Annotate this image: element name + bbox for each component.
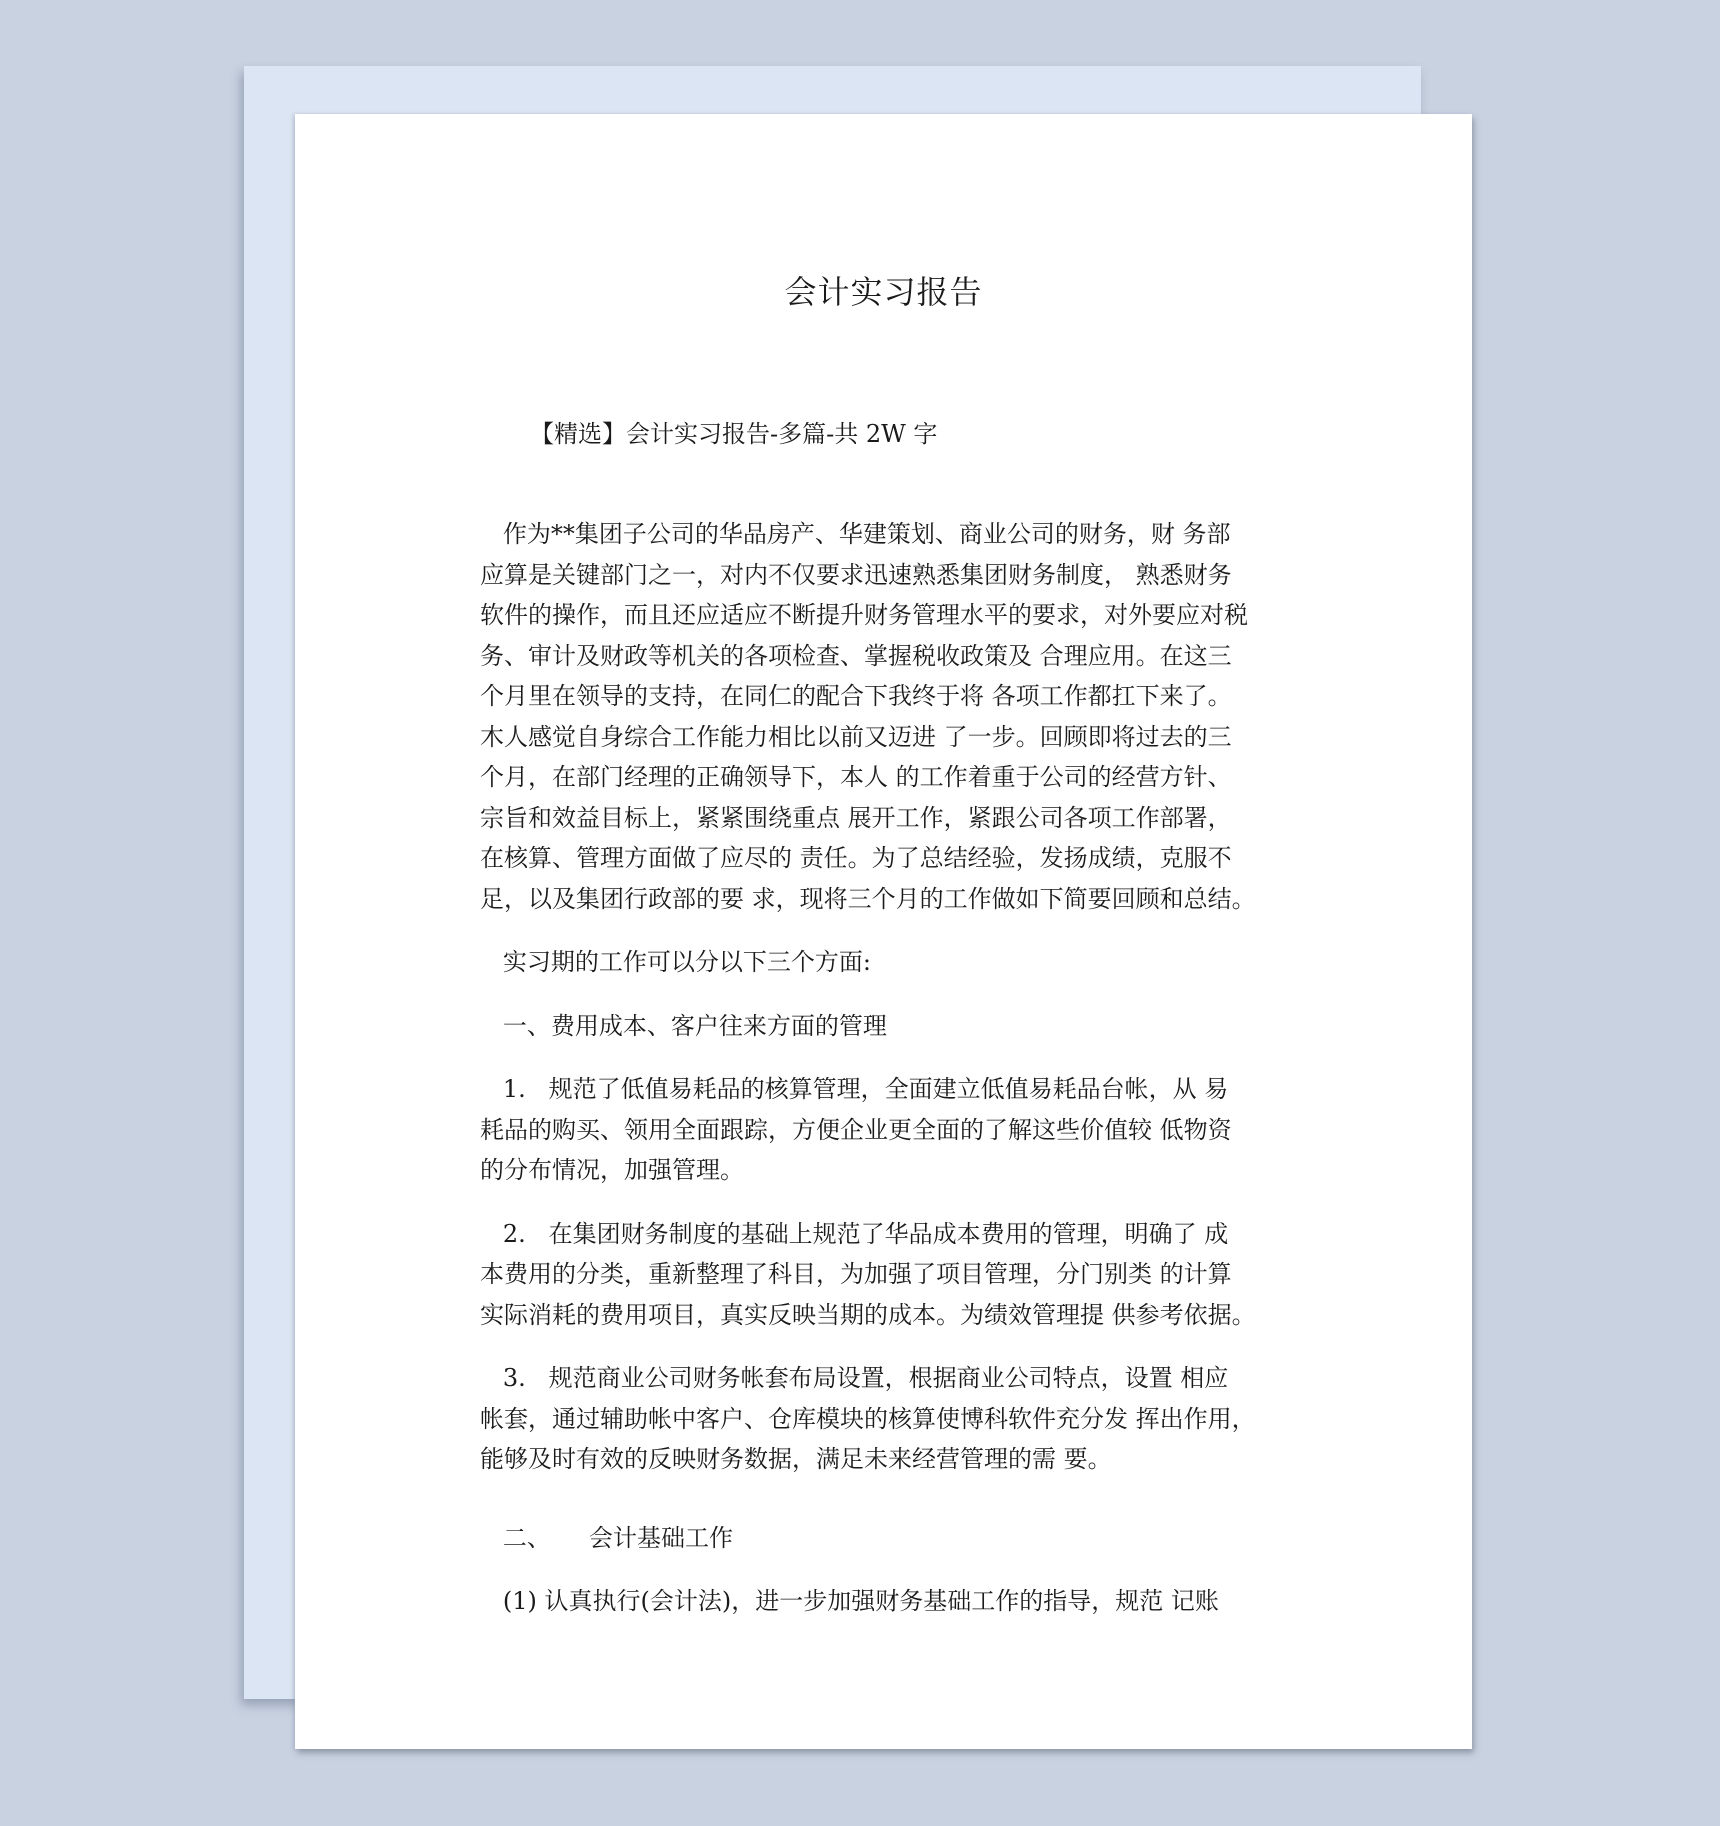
text-line: 足，以及集团行政部的要 求，现将三个月的工作做如下简要回顾和总结。 bbox=[480, 884, 1256, 913]
text-line: 帐套，通过辅助帐中客户、仓库模块的核算使博科软件充分发 挥出作用， bbox=[480, 1404, 1256, 1433]
list-item-2-1 bbox=[480, 1581, 1320, 1622]
text-line: 3. 规范商业公司财务帐套布局设置，根据商业公司特点，设置 相应 bbox=[480, 1364, 1229, 1392]
document-subtitle: 【精选】会计实习报告-多篇-共 2W 字 bbox=[530, 420, 938, 448]
text-line: 2. 在集团财务制度的基础上规范了华品成本费用的管理，明确了 成 bbox=[480, 1219, 1229, 1248]
text-line: 1. 规范了低值易耗品的核算管理，全面建立低值易耗品台帐，从 易 bbox=[480, 1075, 1229, 1103]
document-title: 会计实习报告 bbox=[784, 273, 983, 311]
document-body bbox=[480, 514, 1320, 1622]
text-line: 在核算、管理方面做了应尽的 责任。为了总结经验，发扬成绩，克服不 bbox=[480, 844, 1232, 872]
text-line: 作为**集团子公司的华品房产、华建策划、商业公司的财务，财 务部 bbox=[480, 520, 1231, 548]
text-line: 宗旨和效益目标上，紧紧围绕重点 展开工作，紧跟公司各项工作部署， bbox=[480, 803, 1232, 832]
spacer bbox=[480, 1335, 1320, 1358]
section-heading: 二、 会计基础工作 bbox=[480, 1523, 734, 1552]
text-line: 能够及时有效的反映财务数据，满足未来经营管理的需 要。 bbox=[480, 1445, 1112, 1473]
spacer bbox=[480, 983, 1320, 1006]
spacer bbox=[480, 1046, 1320, 1069]
text-line: 实际消耗的费用项目，真实反映当期的成本。为绩效管理提 供参考依据。 bbox=[480, 1300, 1256, 1329]
text-line: 实习期的工作可以分以下三个方面: bbox=[480, 948, 871, 976]
text-line: 个月里在领导的支持，在同仁的配合下我终于将 各项工作都扛下来了。 bbox=[480, 682, 1232, 710]
section-2-heading bbox=[480, 1518, 1320, 1559]
paragraph-intro bbox=[480, 514, 1320, 919]
list-item-1 bbox=[480, 1069, 1320, 1191]
list-item-2 bbox=[480, 1214, 1320, 1336]
text-line: 的分布情况，加强管理。 bbox=[480, 1156, 744, 1184]
section-1-heading bbox=[480, 1006, 1320, 1047]
text-line: 耗品的购买、领用全面跟踪，方便企业更全面的了解这些价值较 低物资 bbox=[480, 1115, 1232, 1144]
section-heading: 一、费用成本、客户往来方面的管理 bbox=[480, 1011, 887, 1040]
spacer bbox=[480, 1480, 1320, 1518]
spacer bbox=[480, 919, 1320, 942]
text-line: 个月，在部门经理的正确领导下，本人 的工作着重于公司的经营方针、 bbox=[480, 763, 1232, 791]
text-line: 务、审计及财政等机关的各项检查、掌握税收政策及 合理应用。在这三 bbox=[480, 641, 1232, 670]
front-page-sheet bbox=[295, 114, 1472, 1749]
spacer bbox=[480, 1558, 1320, 1581]
text-line: 软件的操作，而且还应适应不断提升财务管理水平的要求，对外要应对税 bbox=[480, 601, 1248, 629]
list-item-3 bbox=[480, 1358, 1320, 1480]
text-line: (1) 认真执行(会计法)，进一步加强财务基础工作的指导，规范 记账 bbox=[480, 1587, 1219, 1615]
spacer bbox=[480, 1191, 1320, 1214]
text-line: 应算是关键部门之一，对内不仅要求迅速熟悉集团财务制度， 熟悉财务 bbox=[480, 560, 1232, 589]
text-line: 本费用的分类，重新整理了科目，为加强了项目管理，分门别类 的计算 bbox=[480, 1260, 1232, 1288]
paragraph-overview bbox=[480, 942, 1320, 983]
text-line: 木人感觉自身综合工作能力相比以前又迈进 了一步。回顾即将过去的三 bbox=[480, 722, 1232, 751]
